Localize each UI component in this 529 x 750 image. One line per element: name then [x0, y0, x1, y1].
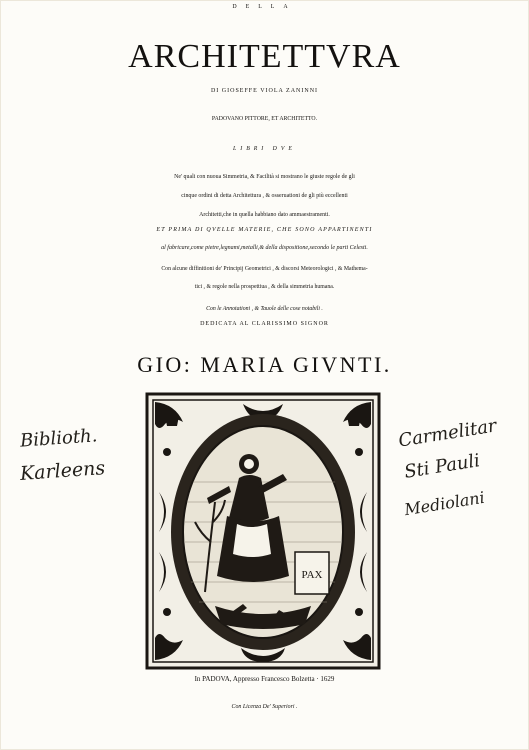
printers-device-emblem — [145, 392, 381, 670]
author-description: PADOVANO PITTORE, ET ARCHITETTO. — [211, 116, 318, 122]
license-line: Con Licenza De' Superiori . — [231, 704, 298, 710]
emblem-motto: PAX — [301, 569, 323, 581]
handwritten-note-right: Mediolani — [403, 487, 486, 520]
handwritten-note-right: Sti Pauli — [402, 450, 482, 483]
imprint-line: In PADOVA, Appresso Francesco Bolzetta · 1629 — [194, 675, 335, 683]
contents-line: Con alcune diffinitioni de' Principij Geometrici , & discorsi Meteorologici , & Mathema- — [161, 266, 368, 272]
title-main: ARCHITETTVRA — [128, 38, 401, 75]
title-della: DELLA — [232, 4, 297, 10]
handwritten-note-left: Karleens — [19, 457, 106, 485]
dedication-line: DEDICATA AL CLARISSIMO SIGNOR — [200, 321, 329, 327]
annotations-line: Con le Annotationi , & Tauole delle cose notabili . — [206, 306, 323, 312]
body-line: Architetti,che in quella habbiano dato ammaestramenti. — [199, 212, 330, 218]
body-line: Ne' quali con nuoua Simmetria, & Facilità si mostrano le giuste regole de gli — [174, 174, 355, 180]
dedicatee-name: GIO: MARIA GIVNTI. — [137, 352, 392, 377]
woodcut-emblem-icon — [145, 392, 381, 670]
handwritten-note-left: Biblioth. — [19, 425, 99, 452]
author-name: DI GIOSEFFE VIOLA ZANINNI — [210, 88, 319, 94]
subject-line: al fabricare,come pietre,legnami,metalli,& della dispositione,secondo le parti Celesti. — [161, 245, 368, 251]
libri-heading: LIBRI DVE — [233, 146, 296, 152]
body-line: cinque ordini di detta Architettura , & osseruationi de gli più eccellenti — [181, 193, 348, 199]
subject-line: ET PRIMA DI QVELLE MATERIE, CHE SONO APPARTINENTI — [156, 227, 373, 233]
contents-line: tici , & regole nella prospettiua , & della simmetria humana. — [194, 284, 335, 290]
handwritten-note-right: Carmelitar — [396, 415, 498, 452]
